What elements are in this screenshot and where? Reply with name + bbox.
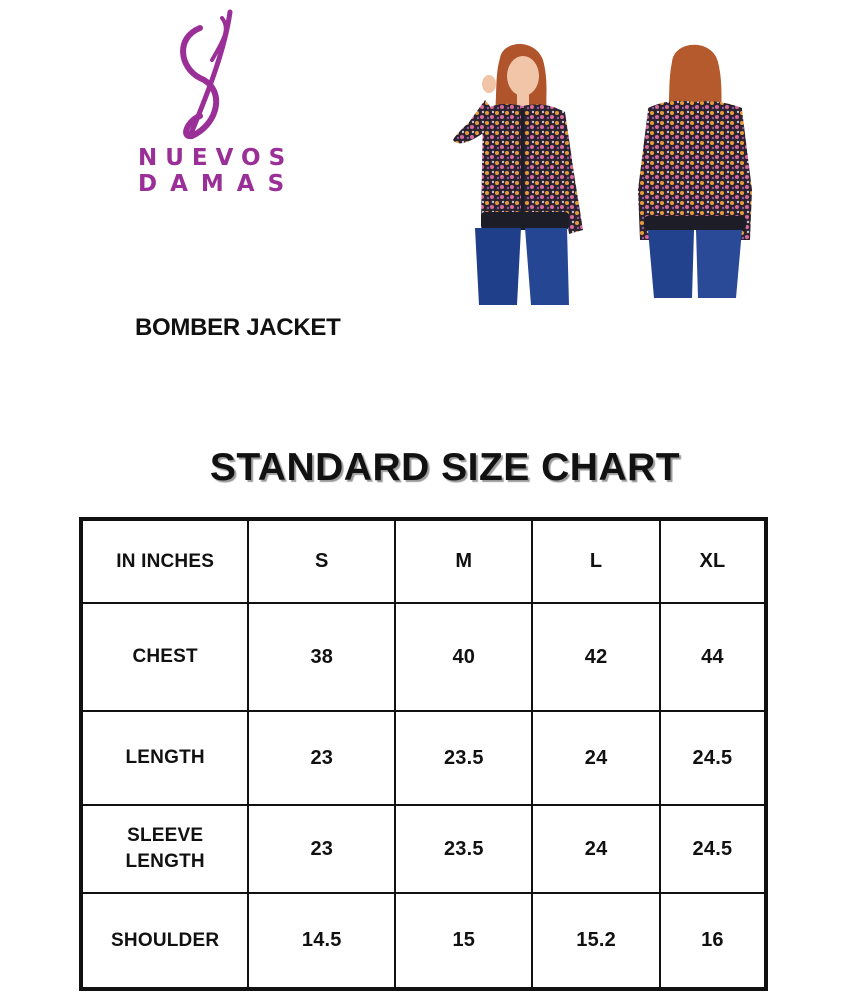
table-cell: 24.5 [660,805,766,893]
brand-name-line2: DAMAS [138,171,298,197]
product-photo-back [630,40,780,305]
table-cell: 40 [395,603,532,711]
table-cell: 16 [660,893,766,989]
product-title: BOMBER JACKET [135,314,341,341]
header-cell: L [532,519,659,603]
table-cell: 15 [395,893,532,989]
size-chart-table [79,517,768,991]
table-row [81,603,766,711]
table-cell: 15.2 [532,893,659,989]
size-chart-title: STANDARD SIZE CHART [209,446,681,489]
row-label: CHEST [81,603,248,711]
table-cell: 42 [532,603,659,711]
header-cell: IN INCHES [81,519,248,603]
header-cell: XL [660,519,766,603]
row-label: LENGTH [81,711,248,805]
table-row [81,893,766,989]
table-cell: 23.5 [395,711,532,805]
table-row [81,805,766,893]
brand-logo [130,8,310,198]
table-cell: 23.5 [395,805,532,893]
header-cell: M [395,519,532,603]
table-cell: 24 [532,805,659,893]
table-header-row [81,519,766,603]
table-cell: 38 [248,603,395,711]
table-row [81,711,766,805]
row-label: SLEEVE LENGTH [81,805,248,893]
table-cell: 23 [248,711,395,805]
header-cell: S [248,519,395,603]
brand-name-line1: NUEVOS [138,145,294,171]
table-cell: 14.5 [248,893,395,989]
product-photo-front [445,40,595,305]
table-cell: 24.5 [660,711,766,805]
table-cell: 24 [532,711,659,805]
brand-monogram-icon [170,8,250,143]
brand-name [138,145,297,197]
table-cell: 23 [248,805,395,893]
table-cell: 44 [660,603,766,711]
row-label: SHOULDER [81,893,248,989]
